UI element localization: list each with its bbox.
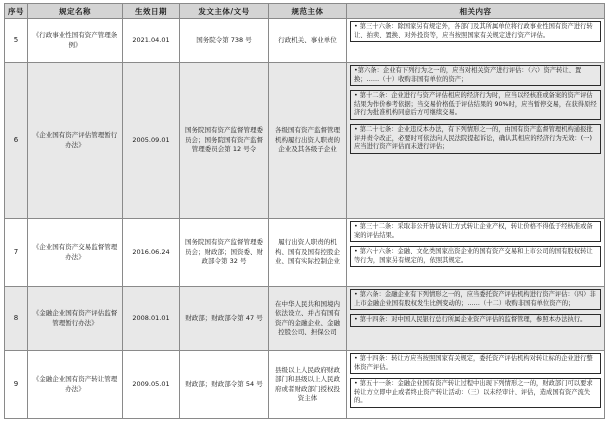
related-content [347, 19, 605, 63]
table-header-row [5, 4, 605, 19]
column-header-issuer: 发文主体/文号 [180, 4, 269, 19]
effective-date: 2016.06.24 [123, 219, 180, 287]
content-clause: • 第二十七条：企业违反本办法，有下列情形之一的，由国有资产监督管理机构通报批评并责令改正，必要时可依法向人民法院提起诉讼，确认其相应的经济行为无效：(一)应当进行资产评估而未进行评估； [350, 124, 601, 154]
issuer: 国务院国有资产监督管理委员会；国务院国有资产监督管理委员会第 12 号令 [180, 63, 269, 219]
regulated-subject: 在中华人民共和国境内依法设立、并占有国有资产的金融企业、金融控股公司、担保公司 [269, 287, 347, 351]
related-content [347, 219, 605, 287]
related-content [347, 287, 605, 351]
row-number: 8 [5, 287, 28, 351]
issuer: 国务院国有资产监督管理委员会；财政部；国资委、财政部令第 32 号 [180, 219, 269, 287]
effective-date: 2021.04.01 [123, 19, 180, 63]
issuer: 国务院令第 738 号 [180, 19, 269, 63]
effective-date: 2009.05.01 [123, 351, 180, 419]
regulation-name: 《企业国有资产评估管理暂行办法》 [28, 63, 123, 219]
regulation-name: 《企业国有资产交易监督管理办法》 [28, 219, 123, 287]
issuer: 财政部；财政部令第 47 号 [180, 287, 269, 351]
regulated-subject: 履行出资人职责的机构、国有及国有控股企业、国有实际控制企业 [269, 219, 347, 287]
content-clause: • 第六条：金融企业有下列情形之一的，应当委托资产评估机构进行资产评估：（四）非上市金融企业国有股权发生比例变动的；……（十二）收购非国有单位资产的； [350, 289, 601, 310]
table-row [5, 63, 605, 219]
regulation-name: 《金融企业国有资产评估监督管理暂行办法》 [28, 287, 123, 351]
related-content [347, 351, 605, 419]
regulation-table [4, 3, 605, 419]
content-clause: • 第十四条：转让方应当按照国家有关规定，委托资产评估机构对转让标的企业进行整体资产评估。 [350, 353, 601, 374]
table-row [5, 351, 605, 419]
effective-date: 2005.09.01 [123, 63, 180, 219]
regulation-name: 《金融企业国有资产转让管理办法》 [28, 351, 123, 419]
column-header-no: 序号 [5, 4, 28, 19]
row-number: 6 [5, 63, 28, 219]
table-row [5, 287, 605, 351]
effective-date: 2008.01.01 [123, 287, 180, 351]
row-number: 9 [5, 351, 28, 419]
row-number: 7 [5, 219, 28, 287]
content-clause: • 第六十六条：金融、文化类国家出资企业的国有资产交易和上市公司的国有股权转让等行为，国家另有规定的，依照其规定。 [350, 246, 601, 267]
regulated-subject: 行政机关、事业单位 [269, 19, 347, 63]
content-clause: • 第十二条：企业进行与资产评估相应的经济行为时，应当以经核准或备案的资产评估结果为作价参考依据；当交易价格低于评估结果的 90%时，应当暂停交易，在获得原经济行为批准机构同意后方可继续交易。 [350, 90, 601, 120]
column-header-content: 相关内容 [347, 4, 605, 19]
content-clause: • 第十四条：对中国人民银行总行所属企业资产评估的监督管理，参照本办法执行。 [350, 314, 601, 327]
row-number: 5 [5, 19, 28, 63]
content-clause: • 第三十二条：采取非公开协议转让方式转让企业产权，转让价格不得低于经核准或备案的评估结果。 [350, 221, 601, 242]
content-clause: •第六条：企业有下列行为之一的，应当对相关资产进行评估：（六）资产转让、置换；……（十）收购非国有单位的资产； [350, 65, 601, 86]
column-header-subject: 规范主体 [269, 4, 347, 19]
content-clause: • 第五十一条：金融企业国有资产转让过程中出现下列情形之一的，财政部门可以要求转让方立即中止或者终止资产转让活动：（三）以未经审计、评估，造成国有资产流失的。 [350, 378, 601, 408]
regulated-subject: 各级国有资产监督管理机构履行出资人职责的企业及其各级子企业 [269, 63, 347, 219]
related-content [347, 63, 605, 219]
table-row [5, 219, 605, 287]
column-header-date: 生效日期 [123, 4, 180, 19]
content-clause: • 第三十六条：除国家另有规定外，各部门及其所属单位将行政事业性国有资产进行转让、拍卖、置换、对外投资等，应当按照国家有关规定进行资产评估。 [350, 21, 601, 42]
issuer: 财政部；财政部令第 54 号 [180, 351, 269, 419]
regulated-subject: 县级以上人民政府财政部门和县级以上人民政府或者财政部门授权投资主体 [269, 351, 347, 419]
table-row [5, 19, 605, 63]
regulation-name: 《行政事业性国有资产管理条例》 [28, 19, 123, 63]
column-header-name: 规定名称 [28, 4, 123, 19]
